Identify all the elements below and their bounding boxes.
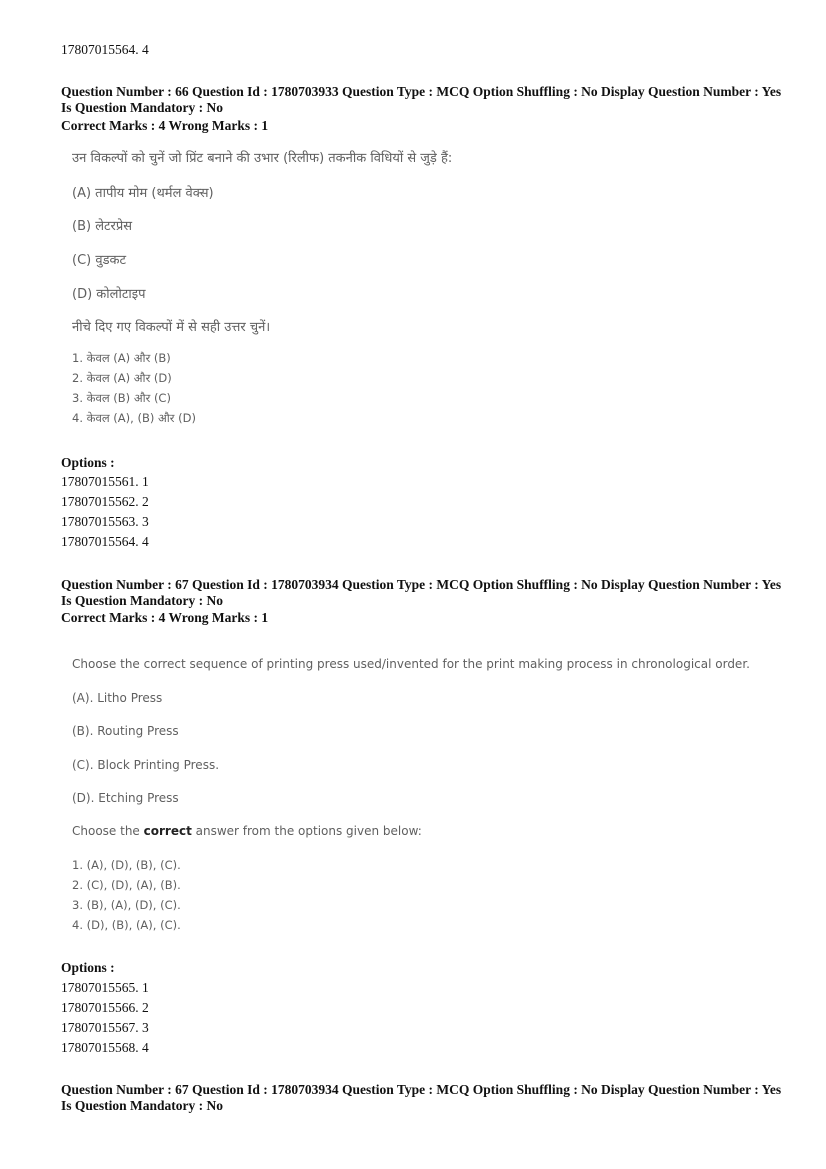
q66-option-1: 17807015561. 1 xyxy=(61,474,149,489)
q66-option-3: 17807015563. 3 xyxy=(61,514,149,529)
q67-instruction-pre: Choose the xyxy=(72,824,144,838)
q67-instruction xyxy=(72,824,422,838)
q67-option-3: 17807015567. 3 xyxy=(61,1020,149,1035)
q67b-header-line2: Is Question Mandatory : No xyxy=(61,1098,224,1113)
q66-options-label: Options : xyxy=(61,455,115,470)
q67-header-line1: Question Number : 67 Question Id : 1780703934 Question Type : MCQ Option Shuffling : No Display Question Number : Yes xyxy=(61,577,782,592)
q66-item-d: (D) कोलोटाइप xyxy=(72,287,146,302)
q67-option-1: 17807015565. 1 xyxy=(61,980,149,995)
q67-item-d: (D). Etching Press xyxy=(72,791,179,805)
q66-option-4: 17807015564. 4 xyxy=(61,534,149,549)
q66-choice-2: 2. केवल (A) और (D) xyxy=(72,371,172,385)
q66-choice-3: 3. केवल (B) और (C) xyxy=(72,391,171,405)
q66-instruction: नीचे दिए गए विकल्पों में से सही उत्तर चुनें। xyxy=(72,320,271,335)
q67-prompt: Choose the correct sequence of printing press used/invented for the print making process in chronological order. xyxy=(72,657,750,671)
q66-header-line2: Is Question Mandatory : No xyxy=(61,100,224,115)
q66-header-line1: Question Number : 66 Question Id : 1780703933 Question Type : MCQ Option Shuffling : No Display Question Number : Yes xyxy=(61,84,782,99)
q66-prompt: उन विकल्पों को चुनें जो प्रिंट बनाने की उभार (रिलीफ) तकनीक विधियों से जुड़े हैं: xyxy=(72,151,453,166)
q67-choice-4: 4. (D), (B), (A), (C). xyxy=(72,918,181,932)
q66-choice-1: 1. केवल (A) और (B) xyxy=(72,351,171,365)
q66-option-2: 17807015562. 2 xyxy=(61,494,149,509)
q67-instruction-post: answer from the options given below: xyxy=(191,824,422,838)
q67-item-b: (B). Routing Press xyxy=(72,724,179,738)
q67-instruction-bold: correct xyxy=(143,824,192,838)
q67b-header-line1: Question Number : 67 Question Id : 1780703934 Question Type : MCQ Option Shuffling : No Display Question Number : Yes xyxy=(61,1082,782,1097)
q67-header-line2: Is Question Mandatory : No xyxy=(61,593,224,608)
q66-choice-4: 4. केवल (A), (B) और (D) xyxy=(72,411,196,425)
q67-marks-line: Correct Marks : 4 Wrong Marks : 1 xyxy=(61,610,269,625)
q67-choice-1: 1. (A), (D), (B), (C). xyxy=(72,858,181,872)
q67-option-2: 17807015566. 2 xyxy=(61,1000,149,1015)
q66-marks-line: Correct Marks : 4 Wrong Marks : 1 xyxy=(61,118,269,133)
q66-item-b: (B) लेटरप्रेस xyxy=(72,219,133,234)
previous-option-line: 17807015564. 4 xyxy=(61,42,149,57)
q67-item-a: (A). Litho Press xyxy=(72,691,163,705)
q67-item-c: (C). Block Printing Press. xyxy=(72,758,220,772)
q67-option-4: 17807015568. 4 xyxy=(61,1040,149,1055)
q66-item-a: (A) तापीय मोम (थर्मल वेक्स) xyxy=(72,186,214,201)
q66-item-c: (C) वुडकट xyxy=(72,253,127,268)
q67-options-label: Options : xyxy=(61,960,115,975)
q67-choice-2: 2. (C), (D), (A), (B). xyxy=(72,878,181,892)
q67-choice-3: 3. (B), (A), (D), (C). xyxy=(72,898,181,912)
